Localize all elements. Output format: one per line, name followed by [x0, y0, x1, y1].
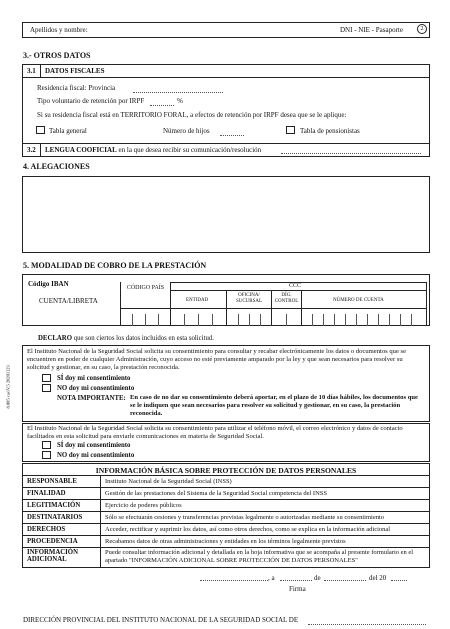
declaro-text: que son ciertos los datos incluidos en esta solicitud. — [73, 335, 214, 342]
tabla-general-label: Tabla general — [49, 127, 87, 135]
gdpr-text-responsable: Instituto Nacional de la Seguridad Social (INSS) — [105, 478, 232, 485]
gdpr-text-finalidad: Gestión de las prestaciones del Sistema de la Seguridad Social competencia del INSS — [105, 490, 328, 497]
foral-label: Si su residencia fiscal está en TERRITORIO FORAL, a efectos de retención por IRPF desea que se le aplique: — [37, 111, 347, 119]
residencia-field[interactable] — [133, 92, 223, 93]
consent2-yes-label: SÍ doy mi consentimiento — [57, 442, 131, 449]
consent2-yes-checkbox[interactable] — [42, 441, 51, 449]
dig-control-label — [272, 293, 301, 305]
page-number-badge — [417, 24, 427, 34]
signature-firma: Firma — [289, 585, 306, 593]
signature-month-field[interactable] — [324, 580, 366, 581]
numero-hijos-label: Número de hijos — [163, 127, 210, 135]
section4-title: 4. ALEGACIONES — [23, 162, 90, 171]
gdpr-label-responsable: RESPONSABLE — [27, 478, 77, 485]
sub1-number: 3.1 — [27, 67, 36, 75]
codigo-pais-text: CÓDIGO PAÍS — [126, 285, 165, 291]
section5-title: 5. MODALIDAD DE COBRO DE LA PRESTACIÓN — [23, 261, 207, 270]
gdpr-label-legitimacion: LEGITIMACIÓN — [27, 502, 81, 509]
numero-cuenta-label: NÚMERO DE CUENTA — [333, 298, 384, 303]
tabla-pensionistas-label: Tabla de pensionistas — [300, 127, 360, 135]
signature-place-field[interactable] — [200, 580, 268, 581]
sub2-title: LENGUA COOFICIAL — [45, 146, 117, 154]
footer-text: DIRECCIÓN PROVINCIAL DEL INSTITUTO NACIONAL DE LA SEGURIDAD SOCIAL DE — [23, 616, 299, 624]
signature-del: del 20 — [369, 574, 387, 582]
sub2-title-line — [45, 147, 261, 155]
declaro-line — [38, 335, 214, 342]
gdpr-text-info-adicional: Puede consultar información adicional y detallada en la hoja informativa que se acompaña al presente formulario en el apartado "INFORMACIÓN ADICIONAL SOBRE PROTECCIÓN DE DATOS PERSONALES" — [105, 549, 414, 564]
gdpr-text-derechos: Acceder, rectificar y suprimir los datos, así como otros derechos, como se explica en la información adicional — [105, 526, 391, 533]
consent2-no-checkbox[interactable] — [42, 451, 51, 459]
alegaciones-textarea[interactable] — [22, 176, 430, 253]
consent1-no-label: NO doy mi consentimiento — [57, 385, 135, 392]
gdpr-label-finalidad: FINALIDAD — [27, 490, 66, 497]
side-form-code: 8.005 cas\V.5 20201123 — [5, 365, 11, 409]
consent1-text: El Instituto Nacional de la Seguridad Social solicita su consentimiento para consultar y recabar electrónicamente los datos o documentos que se encuentren en poder de cualquier Administración, cuyo acceso no esté previamente amparado por la ley y que sean necesarios para resolver su solicitud y gestionar, en su caso, la prestación reconocida. — [27, 348, 407, 371]
page-number: 2 — [420, 26, 424, 32]
codigo-pais-label — [121, 285, 170, 292]
footer-province-field[interactable] — [308, 624, 426, 625]
gdpr-label-derechos: DERECHOS — [27, 526, 66, 533]
iban-label: Código IBAN — [28, 280, 69, 288]
consent1-yes-checkbox[interactable] — [42, 374, 51, 382]
percent-sign: % — [177, 97, 183, 105]
tabla-general-checkbox[interactable] — [36, 126, 45, 134]
nota-importante-label: NOTA IMPORTANTE: — [57, 395, 126, 402]
residencia-label: Residencia fiscal: Provincia — [37, 84, 116, 92]
tipo-irpf-label: Tipo voluntario de retención por IRPF — [37, 97, 145, 105]
sub2-text: en la que desea recibir su comunicación/resolución — [118, 146, 262, 154]
iban-digit-slots[interactable] — [120, 314, 426, 326]
tipo-irpf-field[interactable] — [150, 105, 174, 106]
gdpr-label-info-adicional: INFORMACIÓN ADICIONAL — [27, 549, 78, 564]
gdpr-text-legitimacion: Ejercicio de poderes públicos — [105, 502, 182, 509]
tabla-pensionistas-checkbox[interactable] — [286, 126, 295, 134]
name-label: Apellidos y nombre: — [30, 26, 88, 34]
signature-a: , a — [268, 574, 275, 582]
dig-control-text: DÍG. CONTROL — [274, 293, 299, 304]
entidad-label: ENTIDAD — [186, 298, 209, 303]
ccc-label: CCC — [289, 283, 302, 289]
cuenta-label: CUENTA/LIBRETA — [39, 297, 98, 305]
signature-day-field[interactable] — [280, 580, 312, 581]
oficina-label — [227, 293, 271, 305]
section3-title: 3.- OTROS DATOS — [23, 51, 91, 60]
gdpr-text-procedencia: Recabamos datos de otras administraciones y entidades en los términos legalmente previstos — [105, 538, 346, 545]
declaro-bold: DECLARO — [38, 335, 72, 342]
numero-hijos-field[interactable] — [220, 135, 244, 136]
lengua-field[interactable] — [281, 153, 421, 154]
gdpr-label-destinatarios: DESTINATARIOS — [27, 514, 83, 521]
sub1-title: DATOS FISCALES — [45, 67, 105, 75]
consent2-text: El Instituto Nacional de la Seguridad Social solicita su consentimiento para utilizar el teléfono móvil, el correo electrónico y datos de contacto facilitados en esta solicitud para enviarle comunicaciones en materia de Seguridad Social. — [27, 425, 403, 440]
signature-de: de — [314, 574, 321, 582]
oficina-text: OFICINA/ SUCURSAL — [235, 293, 263, 304]
gdpr-text-destinatarios: Sólo se efectuarán cesiones y transferencias previstas legalmente o autorizadas mediante su consentimiento — [105, 514, 385, 521]
consent1-yes-label: SÍ doy mi consentimiento — [57, 375, 131, 382]
consent2-no-label: NO doy mi consentimiento — [57, 452, 135, 459]
gdpr-title: INFORMACIÓN BÁSICA SOBRE PROTECCIÓN DE DATOS PERSONALES — [95, 466, 357, 475]
consent1-no-checkbox[interactable] — [42, 384, 51, 392]
nota-importante-text: En caso de no dar su consentimiento deberá aportar, en el plazo de 10 días hábiles, los documentos que se le indiquen que sean necesarios para resolver su solicitud y gestionar, en su caso, la prestación reconocida. — [130, 394, 418, 417]
sub2-number: 3.2 — [27, 146, 36, 154]
id-label: DNI - NIE - Pasaporte — [340, 26, 403, 34]
gdpr-label-procedencia: PROCEDENCIA — [27, 538, 78, 545]
signature-year-field[interactable] — [391, 580, 407, 581]
